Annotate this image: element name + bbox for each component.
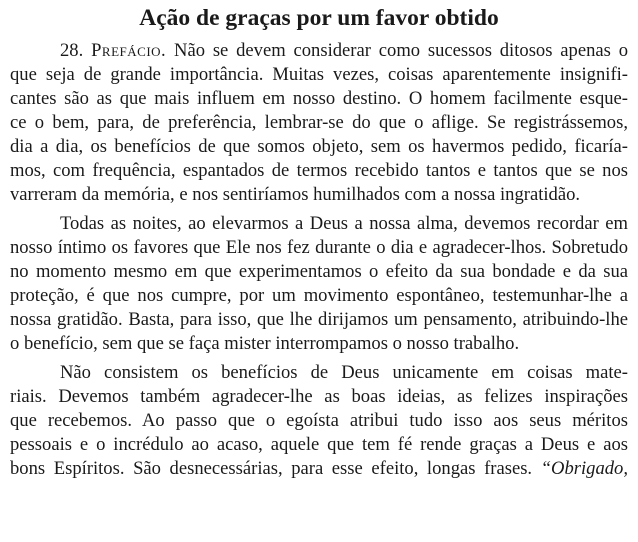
text-line: que recebemos. Ao passo que o egoísta atribui tudo isso aos seus méritos [10, 410, 628, 431]
text-line: no momento mesmo em que experimentamos o efeito da sua bondade e da sua [10, 261, 628, 282]
text-line: mos, com frequência, espantados de termos recebido tantos e tantos que se nos [10, 160, 628, 181]
text-line: dia a dia, os benefícios de que somos objeto, sem os havermos pedido, ficaría- [10, 136, 628, 157]
paragraph-3-line-5 [10, 457, 628, 481]
text-line: pessoais e o incrédulo ao acaso, aquele que tem fé rende graças a Deus e aos [10, 434, 628, 455]
text-line: varreram da memória, e nos sentiríamos humilhados com a nossa ingratidão. [10, 184, 581, 205]
text-line: o benefício, sem que se faça mister interrompamos o nosso trabalho. [10, 333, 520, 354]
text-line: Não se devem considerar como sucessos ditosos apenas o [174, 40, 628, 61]
text-line: bons Espíritos. São desnecessárias, para esse efeito, longas frases. [10, 458, 533, 479]
text-line: nosso íntimo os favores que Ele nos fez durante o dia e agradecer-lhos. Sobretudo [10, 237, 628, 258]
text-line: que seja de grande importância. Muitas vezes, coisas aparentemente insignifi- [10, 64, 628, 85]
text-line: riais. Devemos também agradecer-lhe as boas ideias, as felizes inspirações [10, 386, 628, 407]
text-line: nossa gratidão. Basta, para isso, que lhe dirijamos um pensamento, atribuindo-lhe [10, 309, 628, 330]
paragraph-1-line-1 [60, 39, 628, 63]
text-line: ce o bem, para, de preferência, lembrar-se do que o aflige. Se registrássemos, [10, 112, 628, 133]
text-line: Todas as noites, ao elevarmos a Deus a nossa alma, devemos recordar em [60, 213, 628, 234]
text-line: Não consistem os benefícios de Deus unicamente em coisas mate- [60, 362, 628, 383]
document-title: Ação de graças por um favor obtido [139, 5, 499, 31]
paragraph-heading: Prefácio. [91, 40, 167, 61]
paragraph-number: 28. [60, 40, 84, 61]
text-line: proteção, é que nos cumpre, por um movimento espontâneo, testemunhar-lhe a [10, 285, 628, 306]
quote-start: “Obrigado, [540, 458, 628, 479]
text-line: cantes são as que mais influem em nosso destino. O homem facilmente esque- [10, 88, 628, 109]
